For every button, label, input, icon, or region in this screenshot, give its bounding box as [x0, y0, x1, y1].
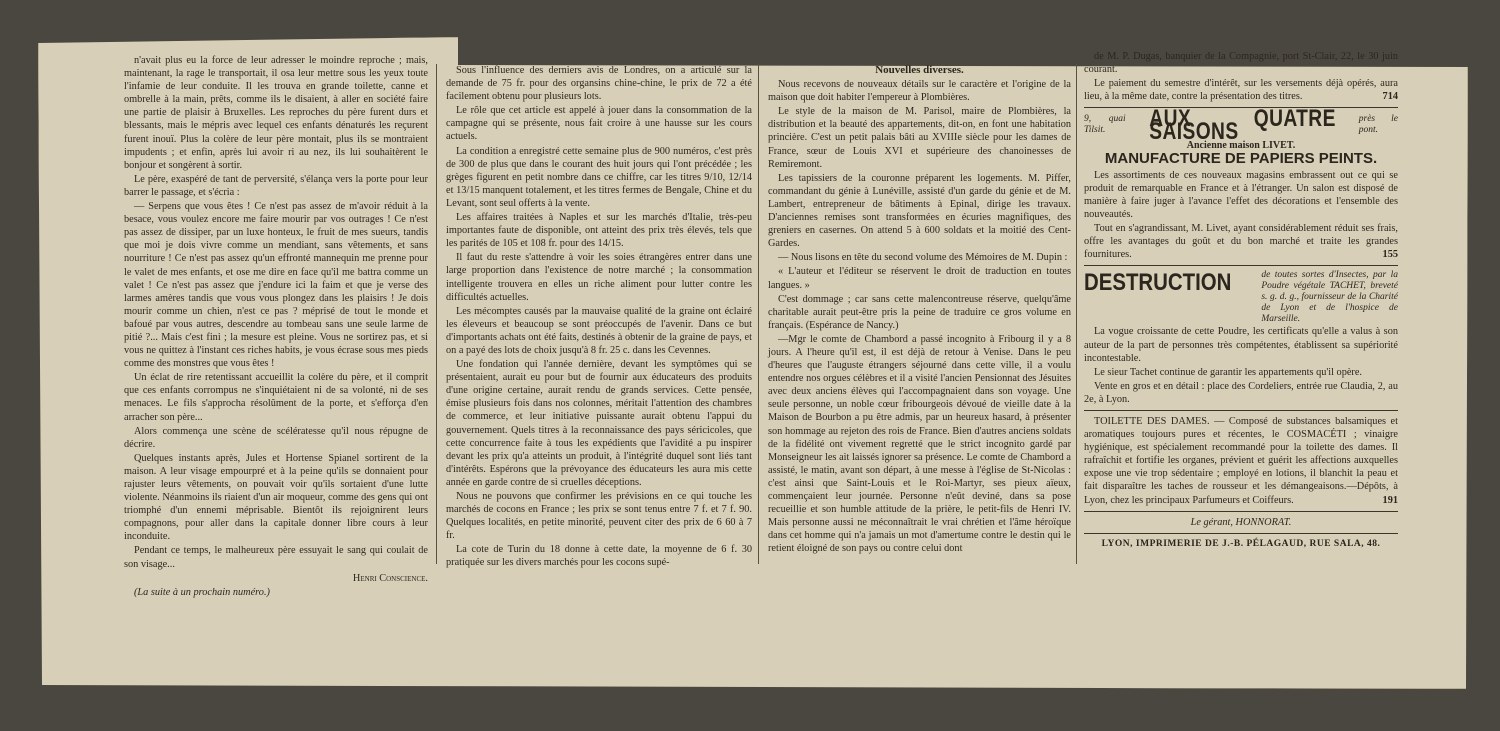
paragraph: Le sieur Tachet continue de garantir les appartements qu'il opère. [1094, 366, 1362, 378]
ad-subtitle: Ancienne maison LIVET. [1186, 139, 1296, 151]
paragraph: Nous recevons de nouveaux détails sur le caractère et l'origine de la maison que doit habiter l'empereur à Plombières. [768, 79, 1071, 104]
paragraph-text: TOILETTE DES DAMES. — Composé de substances balsamiques et aromatiques toujours pures et récentes, le COSMACÉTI ; vinaigre hygiénique, est spécialement recommandé pour la toilette des dames. Il rafraîchit et fortifie les organes, prévient et guérit les affections auxquelles expose une vie trop sédentaire ; employé en lotions, il blanchit la peau et fait disparaître les taches de rousseur et les démangeaisons.—Dépôts, à Lyon, chez les principaux Parfumeurs et Coiffeurs. [1084, 415, 1398, 506]
paragraph: C'est dommage ; car sans cette malencontreuse réserve, quelqu'âme charitable aurait peut-être pris la peine de traduire ce gros volume en français. (Espérance de Nancy.) [768, 293, 1071, 331]
paragraph: Les tapissiers de la couronne préparent les logements. M. Piffer, commandant du génie à Lunéville, assisté d'un garde du génie et de M. Lambert, entrepreneur de bâtiments à Epinal, dirige les travaux. D'anciennes remises sont transformées en écuries magnifiques, des greniers en casernes. On attend 5 à 600 soldats et la moitié des Cent-Gardes. [768, 172, 1071, 250]
paragraph: — Nous lisons en tête du second volume des Mémoires de M. Dupin : [778, 252, 1068, 264]
paragraph: Les affaires traitées à Naples et sur les marchés d'Italie, très-peu importantes faute de disponible, ont atteint des prix très élevés, tels que les parités de 105 et 108 fr. pour des 14/15. [446, 212, 752, 250]
paragraph: —Mgr le comte de Chambord a passé incognito à Fribourg il y a 8 jours. A l'heure qu'il est, il est déjà de retour à Venise. Dans le peu d'heures que l'auguste étrangers séjourné dans cette ville, il a voulu entendre nos orgues célèbres et il a visité l'ancien Pensionnat des Jésuites avec deux anciens élèves qui l'accompagnaient dans son voyage. Une seule personne, un noble cœur fribourgeois dévoué de vieille date à la Maison de Bourbon a pu être admis, par un heureux hasard, à présenter son hommage au rejeton des rois de France. Bien d'autres anciens soldats de la fidélité ont vivement regretté que le strict incognito gardé par Monseigneur les ait laissés ignorer sa présence. Le comte de Chambord a assisté, le matin, avant son départ, à une messe à l'église de St-Nicolas : c'est ainsi que Saint-Louis et le Roi-Martyr, ses pieux aïeux, commençaient leur journée. Personne n'eût deviné, dans sa pose recueillie et son humble attitude de la prière, le petit-fils de Henri IV. Mais personne aussi ne méconnaîtrait le vrai chrétien et l'âme héroïque dans cet homme qui n'a jamais un mot d'amertume contre le destin qui le retient éloigné de son pays ou contre celui dont [768, 333, 1071, 555]
gerant-line: Le gérant, HONNORAT. [1190, 516, 1292, 528]
paragraph: Vente en gros et en détail : place des Cordeliers, entrée rue Claudia, 2, au 2e, à Lyon. [1084, 380, 1398, 405]
ad-address-left: 9, quai Tilsit. [1084, 114, 1126, 136]
ad-address-right: près le pont. [1358, 114, 1398, 136]
paragraph [1084, 77, 1398, 103]
ad-title: DESTRUCTION [1084, 269, 1232, 297]
paragraph: Un éclat de rire retentissant accueillit la colère du père, et il comprit que ces enfants corrompus ne s'inquiétaient ni de sa volonté, ni de ses menaces. Le fils s'approcha résolûment de la porte, et s'efforça d'en arracher son père... [124, 372, 428, 423]
paragraph: Nous ne pouvons que confirmer les prévisions en ce qui touche les marchés de cocons en France ; les prix se sont tenus entre 7 f. et 7 f. 90. Quelques localités, en petite minorité, peuvent citer des prix de 6 60 à 7 fr. [446, 491, 752, 542]
divider [1084, 533, 1398, 534]
paragraph: — Serpens que vous êtes ! Ce n'est pas assez de m'avoir réduit à la besace, vous voulez encore me faire mourir par vos outrages ! Ce n'est pas assez de dissiper, par un luxe honteux, le fruit de mes sueurs, tandis que moi je dois vivre comme un mendiant, sans vêtements, et sans nourriture ! Ce n'est pas assez qu'un effronté mannequin me prenne pour le valet de mes enfants, et ose me dire en face qu'il me battra comme un valet ! Ce n'est pas assez que j'endure ici la faim et que je verse des larmes amères tandis que vous vous plongez dans les plaisirs ! Je dois mourir comme un chien, n'est ce pas ? méprisé de tout le monde et bafoué par vous autres, descendre au tombeau sans une seule larme de pitié ?... Mais c'est fini ; la mesure est pleine. Vous ne sortirez pas, et si vous ne quittez à l'instant ces riches habits, je vous écrase sous mes pieds comme des monstres que vous êtes ! [124, 201, 428, 370]
ad-title-rest: de toutes sortes d'Insectes, par la Poudre végétale TACHET, breveté s. g. d. g., fournisseur de la Charité de Lyon et de l'hospice de Marseille. [1261, 270, 1398, 325]
divider [1084, 410, 1398, 411]
paragraph-text: Tout en s'agrandissant, M. Livet, ayant considérablement réduit ses frais, offre les avantages du goût et du bon marché et traite les grandes fournitures. [1084, 223, 1398, 261]
paragraph: « L'auteur et l'éditeur se réservent le droit de traduction en toutes langues. » [768, 266, 1071, 291]
ad-number: 714 [1382, 91, 1398, 103]
column-silk-market [446, 64, 752, 571]
paragraph: Les assortiments de ces nouveaux magasins embrassent out ce qui se produit de remarquable en France et à l'étranger. Un salon est disposé de manière à faire juger à l'avance l'effet des décorations et l'ensemble des nouveautés. [1084, 169, 1398, 221]
column-news [768, 64, 1071, 556]
ad-destruction-header [1084, 265, 1398, 325]
paragraph: La vogue croissante de cette Poudre, les certificats qu'elle a valus à son auteur de la part de personnes très compétentes, établissent sa supériorité incontestable. [1084, 326, 1398, 364]
paragraph: Sous l'influence des derniers avis de Londres, on a articulé sur la demande de 75 fr. pour des organsins chine-chine, le prix de 72 a été facilement obtenu pour plusieurs lots. [446, 65, 752, 103]
paragraph: La condition a enregistré cette semaine plus de 900 numéros, c'est près de 300 de plus que dans le courant des huit jours qui l'ont précédée ; les grèges figurent en petit nombre dans ce chiffre, car les titres 9/10, 12/14 et 13/15 manquent totalement, et les titres fermes de Bengale, Chine et du Levant, sont seul offerts à la vente. [446, 145, 752, 209]
printer-imprint: LYON, IMPRIMERIE DE J.-B. PÉLAGAUD, RUE SALA, 48. [1101, 538, 1381, 549]
column-rule [758, 64, 759, 564]
paragraph: Quelques instants après, Jules et Hortense Spianel sortirent de la maison. A leur visage empourpré et à la peine qu'ils se donnaient pour rajuster leurs vêtements, on pouvait voir qu'ils sortaient d'une lutte violente. Néanmoins ils riaient d'un air moqueur, comme des gens qui ont triomphé d'un ennemi méprisable. Bientôt ils rejoignirent leurs compagnons, pour aller dans la capitale donner libre cours à leur inconduite. [124, 452, 428, 543]
ad-number: 191 [1382, 494, 1398, 506]
paragraph: La cote de Turin du 18 donne à cette date, la moyenne de 6 f. 30 pratiquée sur les divers marchés pour les cocons supé- [446, 544, 752, 569]
paragraph: Il faut du reste s'attendre à voir les soies étrangères entrer dans une large proportion dans l'existence de notre marché ; la consommation intelligente trouvera en elles un riche aliment pour lutter contre les difficultés actuelles. [446, 252, 752, 303]
paragraph: n'avait plus eu la force de leur adresser le moindre reproche ; mais, maintenant, la rage le transportait, il osa leur mettre sous les yeux toute l'infamie de leur conduite. Il les trouva en grande toilette, canne et ombrelle à la main, prêts, comme ils le disaient, à aller en société faire une partie de plaisir à Bruxelles. Les reproches du père furent durs et blessants, mais le mépris avec lequel ces enfants dénaturés les reçurent furent inouï. Plus la colère de leur père montait, plus ils se montraient impudents ; et enfin, après lui avoir ri au nez, ils lui souhaitèrent le bonjour et songèrent à sortir. [124, 55, 428, 171]
section-heading: Nouvelles diverses. [875, 64, 964, 76]
column-feuilleton [124, 54, 428, 600]
paragraph: de M. P. Dugas, banquier de la Compagnie, port St-Clair, 22, le 30 juin courant. [1084, 51, 1398, 76]
paragraph: Le style de la maison de M. Parisol, maire de Plombières, la distribution et la beauté des appartements, dit-on, en font une habitation princière. C'est un petit palais bâti au XVIIIe siècle pour les dames de France, sœur de Louis XVI et supérieure des chanoinesses de Remiremont. [768, 106, 1071, 170]
paragraph: Les mécomptes causés par la mauvaise qualité de la graine ont éclairé les éleveurs et beaucoup se sont préoccupés de l'avenir. Dans ce but d'importants achats ont été faits, destinés à obtenir de la graine de pays, et on a payé des lots de choix jusqu'à 8 fr. 25 c. dans les Cevennes. [446, 305, 752, 356]
column-rule [1076, 64, 1077, 564]
paragraph [1084, 415, 1398, 507]
continuation-note: (La suite à un prochain numéro.) [134, 586, 270, 598]
paragraph: Une fondation qui l'année dernière, devant les symptômes qui se présentaient, aurait eu pour but de fournir aux éducateurs des produits d'une origine certaine, aurait rendu de grands services. Cette pensée, émise plusieurs fois dans nos colonnes, méritait l'attention des chambres de commerce, et leur initiative puissante aurait obtenu l'appui du gouvernement. Quels titres à la reconnaissance des pays séricicoles, que cette concurrence faite à tous les expédients que l'avidité a pu inspirer devant les prix qu'a atteints un produit, à l'intégrité duquel sont liés tant d'intérêts. Espérons que la prévoyance des éducateurs les aura mis cette année en garde contre de si cruelles déceptions. [446, 359, 752, 488]
ad-number: 155 [1382, 249, 1398, 261]
author-signature: Henri Conscience. [352, 572, 428, 584]
paragraph: Pendant ce temps, le malheureux père essuyait le sang qui coulait de son visage... [124, 545, 428, 570]
paragraph-text: Le paiement du semestre d'intérêt, sur les versements déjà opérés, aura lieu, à la même date, contre la présentation des titres. [1084, 78, 1398, 103]
column-advertisements [1084, 50, 1398, 551]
divider [1084, 511, 1398, 512]
paragraph: Le rôle que cet article est appelé à jouer dans la consommation de la campagne qui se présente, nous fait croire à une hausse sur les cours actuels. [446, 105, 752, 143]
ad-subtitle-2: MANUFACTURE DE PAPIERS PEINTS. [1104, 149, 1378, 167]
paragraph: Alors commença une scène de scélératesse qu'il nous répugne de décrire. [124, 425, 428, 450]
paragraph [1084, 222, 1398, 261]
column-rule [436, 64, 437, 564]
ad-title: AUX QUATRE SAISONS [1148, 105, 1336, 146]
paragraph: Le père, exaspéré de tant de perversité, s'élança vers la porte pour leur barrer le passage, et s'écria : [124, 173, 428, 198]
